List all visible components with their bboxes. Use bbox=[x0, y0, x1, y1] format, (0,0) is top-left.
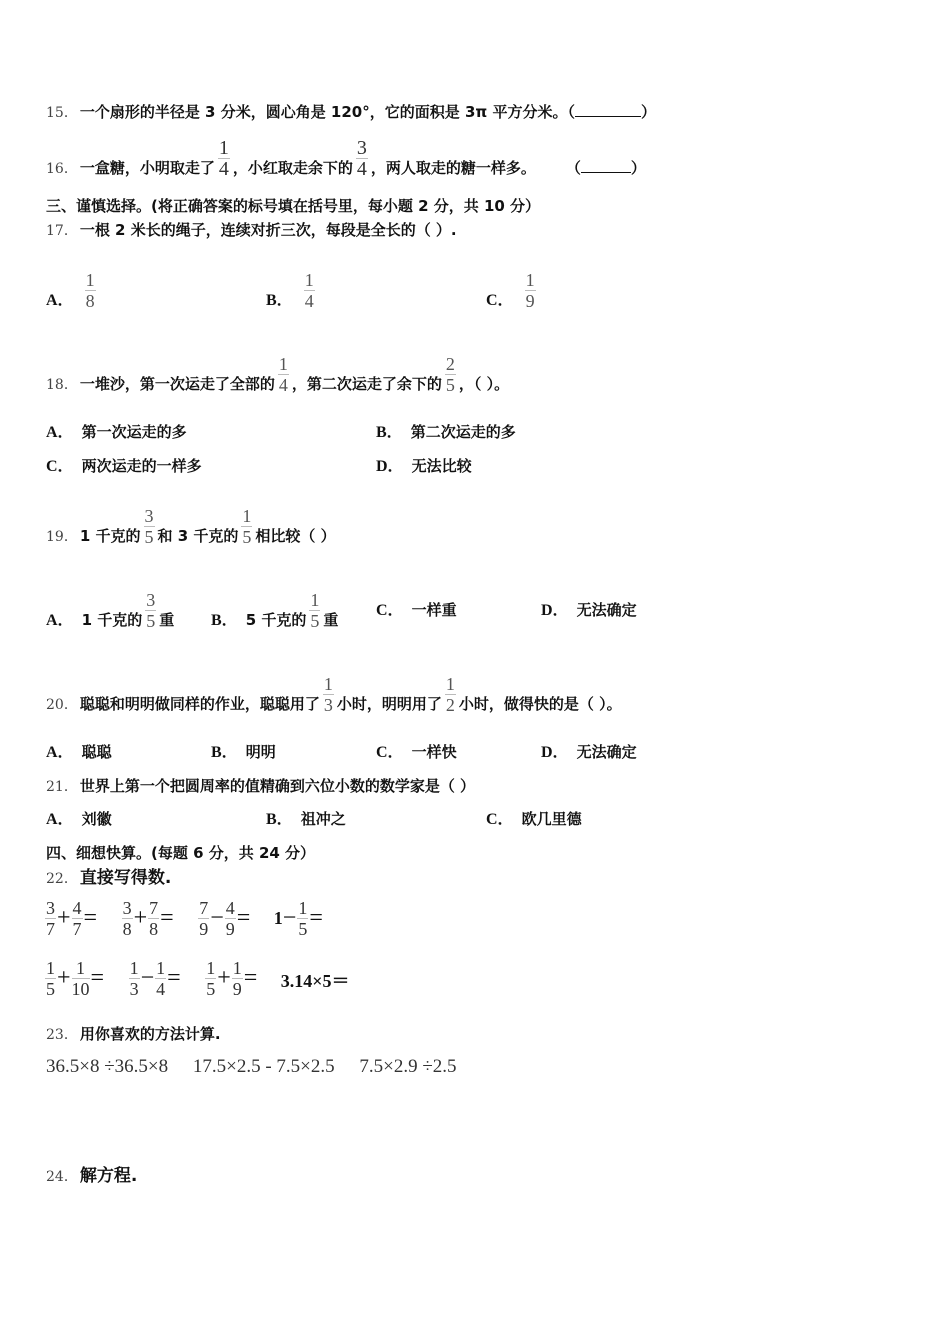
calc-item bbox=[44, 958, 104, 999]
numerator: 3 bbox=[356, 137, 367, 159]
option-letter: C． bbox=[376, 744, 404, 761]
denominator: 2 bbox=[445, 695, 455, 715]
question-22 bbox=[46, 868, 171, 889]
numerator: 1 bbox=[304, 270, 314, 290]
denominator: 5 bbox=[445, 375, 455, 395]
denominator: 5 bbox=[242, 527, 252, 547]
option-text: 第一次运走的多 bbox=[81, 423, 187, 441]
option-letter: B． bbox=[376, 424, 403, 441]
option-letter: C． bbox=[486, 811, 514, 828]
option-letter: A． bbox=[46, 811, 74, 828]
section-4-title: 四、细想快算。(每题 6 分，共 24 分） bbox=[46, 844, 316, 862]
fraction bbox=[309, 590, 320, 631]
question-text: 世界上第一个把圆周率的值精确到六位小数的数学家是（ ） bbox=[79, 777, 476, 795]
option-text: 两次运走的一样多 bbox=[81, 457, 202, 475]
question-text: 一堆沙，第一次运走了全部的 bbox=[79, 375, 275, 393]
paren-close: ） bbox=[641, 103, 657, 121]
fraction bbox=[218, 138, 230, 179]
question-text: 一根 2 米长的绳子，连续对折三次，每段是全长的（ ）. bbox=[79, 221, 457, 239]
option-b[interactable] bbox=[266, 809, 346, 830]
fraction: $\frac{4}{7}$ bbox=[72, 898, 82, 939]
expression: 17.5×2.5 - 7.5×2.5 bbox=[192, 1056, 335, 1077]
option-d[interactable] bbox=[376, 456, 472, 477]
option-text: 1 千克的 bbox=[81, 611, 143, 629]
question-text: 和 3 千克的 bbox=[157, 527, 239, 545]
option-text: 重 bbox=[323, 611, 339, 629]
fraction: $\frac{1}{9}$ bbox=[232, 958, 242, 999]
denominator: 5 bbox=[144, 527, 154, 547]
fraction: $\frac{7}{9}$ bbox=[199, 898, 209, 939]
fraction: $\frac{1}{5}$ bbox=[206, 958, 216, 999]
calc-item bbox=[281, 965, 350, 993]
question-24 bbox=[46, 1166, 137, 1187]
question-23 bbox=[46, 1024, 221, 1045]
option-letter: C． bbox=[376, 602, 404, 619]
option-text: 重 bbox=[159, 611, 175, 629]
fraction bbox=[304, 270, 315, 311]
option-letter: B． bbox=[211, 744, 238, 761]
option-c[interactable] bbox=[486, 270, 539, 321]
paren-close: ） bbox=[630, 159, 646, 177]
question-number: 23． bbox=[46, 1027, 78, 1043]
question-20 bbox=[46, 674, 622, 725]
calc-item bbox=[204, 958, 257, 999]
option-letter: B． bbox=[266, 811, 293, 828]
denominator: 4 bbox=[356, 158, 367, 180]
fraction bbox=[144, 506, 155, 547]
numerator: 1 bbox=[445, 674, 455, 694]
question-number: 15． bbox=[46, 105, 78, 121]
question-number: 20． bbox=[46, 697, 78, 713]
option-c[interactable] bbox=[376, 742, 457, 763]
option-letter: C． bbox=[486, 292, 514, 309]
fraction bbox=[356, 138, 368, 179]
option-a[interactable] bbox=[46, 742, 112, 763]
option-b[interactable] bbox=[266, 270, 318, 321]
fraction: $\frac{4}{9}$ bbox=[225, 898, 235, 939]
section-3-title: 三、谨慎选择。(将正确答案的标号填在括号里，每小题 2 分，共 10 分） bbox=[46, 197, 541, 215]
option-a[interactable] bbox=[46, 809, 112, 830]
question-text: 小时，做得快的是（ ）。 bbox=[458, 695, 622, 713]
numerator: 1 bbox=[310, 590, 320, 610]
calc-row-1 bbox=[44, 898, 341, 939]
option-b[interactable] bbox=[211, 742, 276, 763]
answer-blank[interactable] bbox=[575, 102, 641, 117]
question-number: 16． bbox=[46, 161, 78, 177]
option-a[interactable] bbox=[46, 422, 187, 443]
question-text: 小时，明明用了 bbox=[336, 695, 442, 713]
question-text: ，（ ）。 bbox=[458, 375, 510, 393]
option-a[interactable] bbox=[46, 270, 99, 321]
calc-item bbox=[44, 898, 97, 939]
numerator: 3 bbox=[146, 590, 156, 610]
operator: − bbox=[140, 965, 155, 991]
option-text: 明明 bbox=[245, 743, 276, 761]
option-letter: A． bbox=[46, 292, 74, 309]
option-text: 第二次运走的多 bbox=[410, 423, 516, 441]
fraction: $\frac{1}{5}$ bbox=[46, 958, 55, 999]
question-number: 21． bbox=[46, 779, 78, 795]
option-text: 祖冲之 bbox=[300, 810, 346, 828]
equals-sign: = bbox=[160, 905, 174, 931]
option-text: 一样快 bbox=[411, 743, 457, 761]
calc-item bbox=[128, 958, 181, 999]
option-text: 无法确定 bbox=[576, 743, 637, 761]
fraction bbox=[241, 506, 252, 547]
question-15 bbox=[46, 102, 656, 123]
option-b[interactable] bbox=[376, 422, 516, 443]
operator: + bbox=[57, 905, 71, 931]
fraction bbox=[525, 270, 536, 311]
option-text: 一样重 bbox=[411, 601, 457, 619]
fraction: $\frac{1}{10}$ bbox=[71, 958, 90, 999]
expression: 7.5×2.9 ÷2.5 bbox=[359, 1056, 457, 1077]
question-text: ，两人取走的糖一样多。 bbox=[370, 159, 536, 177]
question-text: 聪聪和明明做同样的作业，聪聪用了 bbox=[79, 695, 320, 713]
option-text: 无法比较 bbox=[411, 457, 472, 475]
question-text: 一盒糖，小明取走了 bbox=[79, 159, 215, 177]
fraction bbox=[278, 354, 289, 395]
expression-list bbox=[46, 1056, 477, 1078]
question-text: 解方程. bbox=[79, 1166, 138, 1186]
fraction bbox=[85, 270, 96, 311]
question-number: 17． bbox=[46, 223, 78, 239]
question-text: 一个扇形的半径是 3 分米，圆心角是 120°，它的面积是 3π 平方分米。（ bbox=[79, 103, 575, 121]
numerator: 1 bbox=[525, 270, 535, 290]
paren-open: （ bbox=[565, 159, 581, 177]
equals-sign: = bbox=[90, 965, 105, 991]
question-text: 1 千克的 bbox=[79, 527, 141, 545]
denominator: 9 bbox=[525, 291, 535, 311]
operator: + bbox=[57, 965, 71, 991]
option-letter: C． bbox=[46, 458, 74, 475]
denominator: 4 bbox=[304, 291, 314, 311]
option-letter: D． bbox=[376, 458, 404, 475]
operator: + bbox=[133, 905, 148, 931]
question-text: 用你喜欢的方法计算. bbox=[79, 1025, 221, 1043]
numerator: 1 bbox=[218, 137, 229, 159]
option-c[interactable] bbox=[376, 600, 457, 621]
option-letter: A． bbox=[46, 612, 74, 629]
question-number: 22． bbox=[46, 871, 78, 887]
question-text: ，小红取走余下的 bbox=[232, 159, 353, 177]
denominator: 4 bbox=[218, 158, 229, 180]
numerator: 2 bbox=[445, 354, 455, 374]
option-c[interactable] bbox=[46, 456, 202, 477]
fraction: $\frac{3}{7}$ bbox=[46, 898, 55, 939]
question-text: 相比较（ ） bbox=[255, 527, 336, 545]
numerator: 1 bbox=[242, 506, 252, 526]
option-text: 无法确定 bbox=[576, 601, 637, 619]
fraction bbox=[323, 674, 334, 715]
question-number: 24． bbox=[46, 1169, 78, 1185]
whole-number: 1 bbox=[273, 908, 283, 928]
expression: 36.5×8 ÷36.5×8 bbox=[46, 1056, 169, 1077]
equals-sign: = bbox=[167, 965, 181, 991]
question-number: 18． bbox=[46, 377, 78, 393]
expression: 3.14×5＝ bbox=[280, 970, 350, 991]
calc-item bbox=[121, 898, 174, 939]
equals-sign: = bbox=[83, 905, 98, 931]
option-letter: D． bbox=[541, 744, 569, 761]
question-text: 直接写得数. bbox=[79, 868, 172, 888]
operator: − bbox=[282, 905, 297, 931]
option-letter: B． bbox=[266, 292, 293, 309]
numerator: 1 bbox=[278, 354, 288, 374]
fraction: $\frac{1}{4}$ bbox=[156, 958, 166, 999]
equals-sign: = bbox=[236, 905, 251, 931]
question-21 bbox=[46, 776, 475, 797]
option-d[interactable] bbox=[541, 600, 637, 621]
operator: − bbox=[210, 905, 224, 931]
option-d[interactable] bbox=[541, 742, 637, 763]
denominator: 8 bbox=[85, 291, 95, 311]
option-letter: A． bbox=[46, 424, 74, 441]
option-text: 刘徽 bbox=[81, 810, 112, 828]
numerator: 1 bbox=[323, 674, 333, 694]
denominator: 5 bbox=[310, 611, 320, 631]
fraction: $\frac{3}{8}$ bbox=[122, 898, 132, 939]
question-text: ，第二次运走了余下的 bbox=[291, 375, 442, 393]
fraction bbox=[445, 674, 456, 715]
option-text: 聪聪 bbox=[81, 743, 112, 761]
option-a[interactable] bbox=[46, 590, 175, 641]
question-18 bbox=[46, 354, 510, 405]
fraction: $\frac{7}{8}$ bbox=[149, 898, 159, 939]
calc-row-2 bbox=[44, 958, 368, 999]
question-16 bbox=[46, 137, 646, 189]
denominator: 3 bbox=[323, 695, 333, 715]
fraction bbox=[145, 590, 156, 631]
fraction: $\frac{1}{3}$ bbox=[129, 958, 139, 999]
question-17 bbox=[46, 220, 457, 241]
equals-sign: = bbox=[309, 905, 323, 931]
option-text: 5 千克的 bbox=[245, 611, 307, 629]
denominator: 4 bbox=[278, 375, 288, 395]
answer-blank[interactable] bbox=[581, 158, 631, 173]
fraction bbox=[445, 354, 456, 395]
denominator: 5 bbox=[146, 611, 156, 631]
question-19 bbox=[46, 506, 336, 557]
option-text: 欧几里德 bbox=[521, 810, 582, 828]
option-letter: D． bbox=[541, 602, 569, 619]
operator: + bbox=[217, 965, 231, 991]
numerator: 3 bbox=[144, 506, 154, 526]
option-letter: B． bbox=[211, 612, 238, 629]
fraction: $\frac{1}{5}$ bbox=[298, 898, 308, 939]
calc-item bbox=[197, 898, 250, 939]
option-b[interactable] bbox=[211, 590, 339, 641]
option-letter: A． bbox=[46, 744, 74, 761]
question-number: 19． bbox=[46, 529, 78, 545]
option-c[interactable] bbox=[486, 809, 582, 830]
equals-sign: = bbox=[243, 965, 258, 991]
calc-item bbox=[274, 898, 323, 939]
numerator: 1 bbox=[85, 270, 95, 290]
